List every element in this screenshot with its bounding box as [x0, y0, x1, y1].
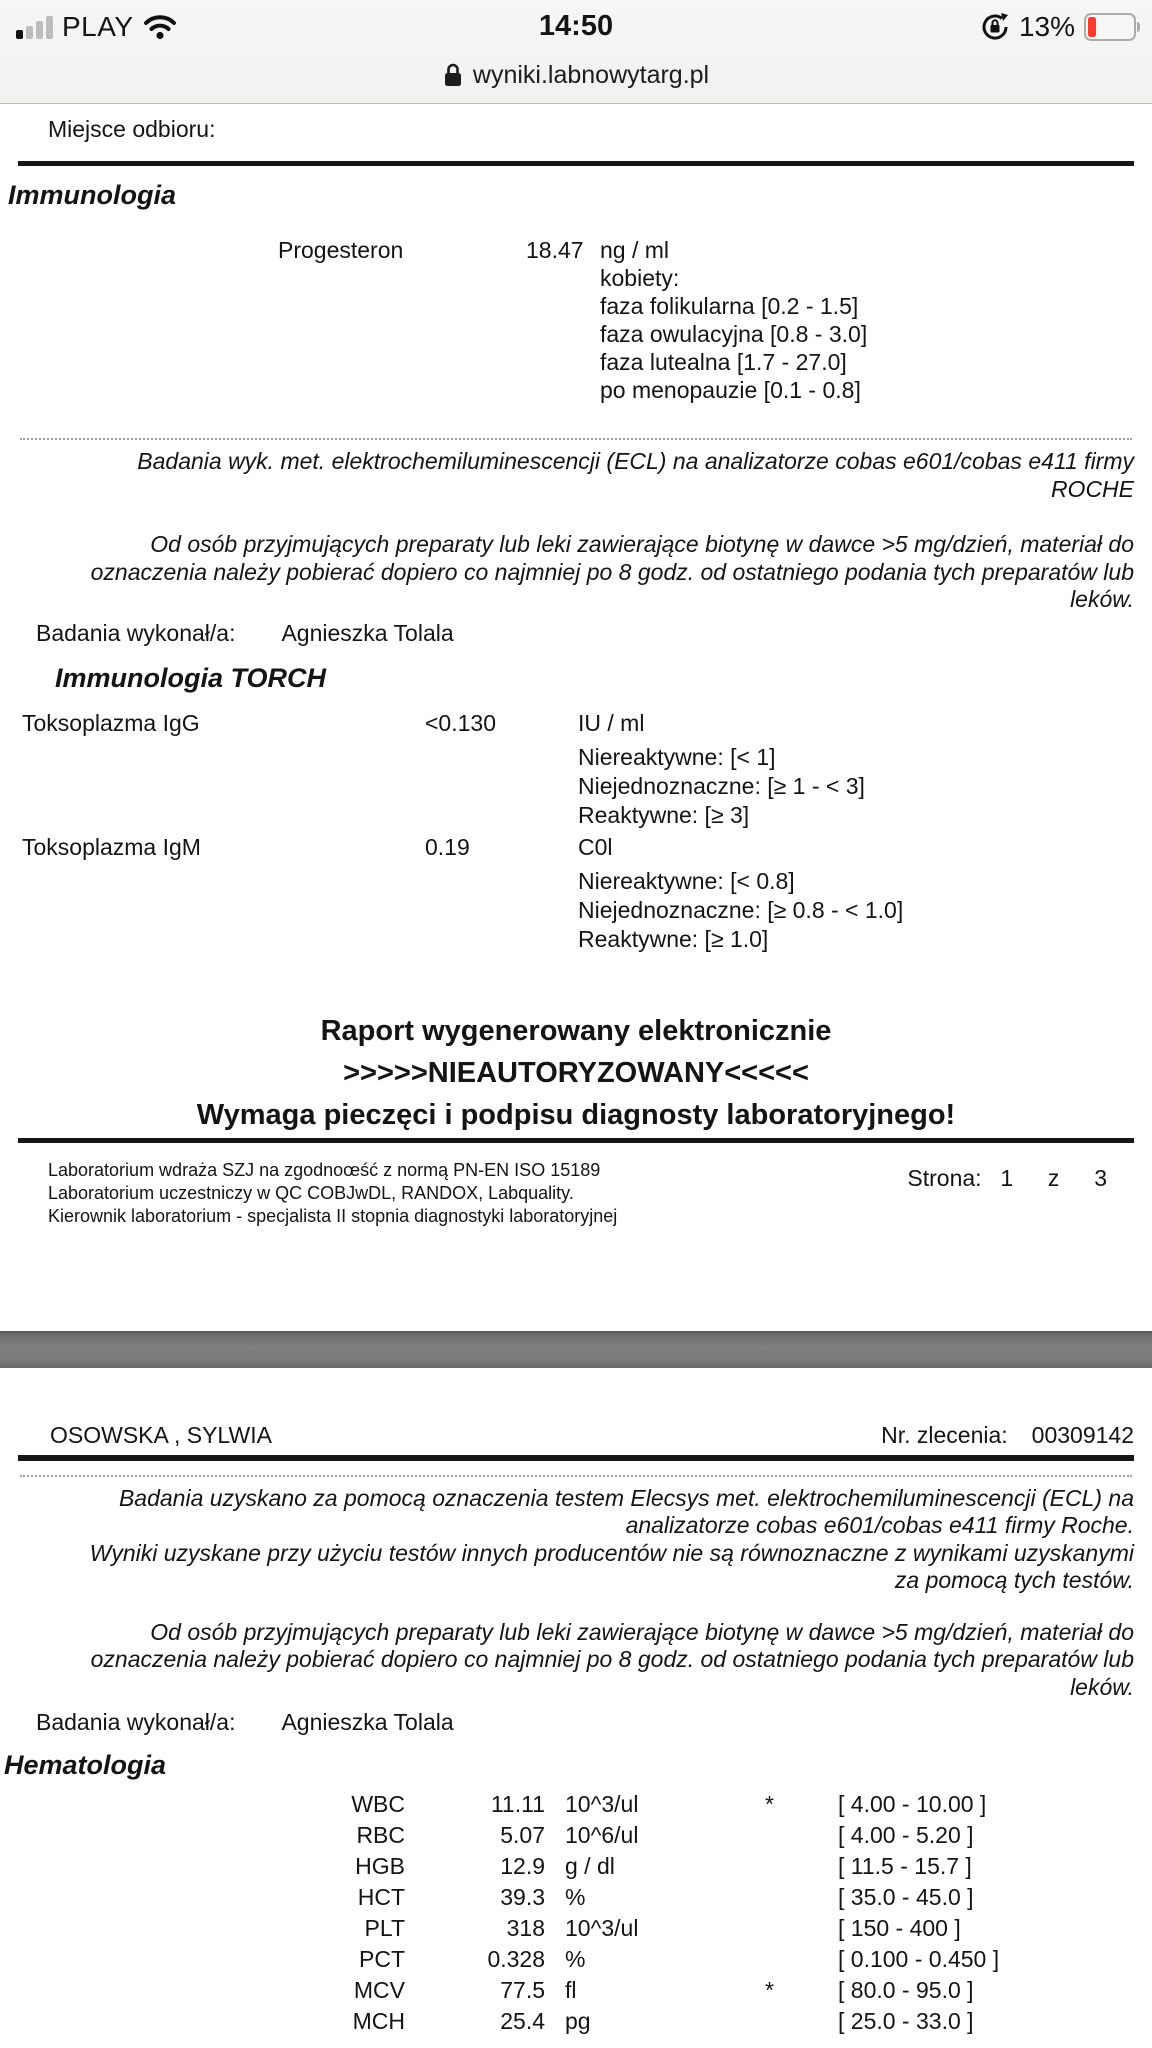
reference-range: [ 25.0 - 33.0 ] [838, 2008, 974, 2034]
reference-line: faza folikularna [0.2 - 1.5] [600, 293, 859, 319]
test-unit: ng / ml [600, 237, 670, 263]
order-number: 00309142 [1031, 1421, 1134, 1448]
lab-report-document [0, 116, 1152, 2039]
abnormal-flag [765, 2008, 838, 2039]
table-row-hgb [0, 1853, 1152, 1884]
result-row-toksoplazma-igg [0, 710, 1152, 737]
reference-ranges-igm [578, 867, 1152, 954]
order-number-label: Nr. zlecenia: [881, 1421, 1008, 1448]
reference-ranges-igg [578, 743, 1152, 830]
notice-line-stamp: Wymaga pieczęci i podpisu diagnosty laboratoryjnego! [196, 1098, 956, 1131]
test-name: HCT [357, 1884, 405, 1910]
page1-footer [48, 1159, 1107, 1228]
table-row-mch [0, 2008, 1152, 2039]
test-name: Toksoplazma IgM [22, 833, 201, 860]
performed-by-row [36, 620, 1152, 647]
footer-divider [18, 1138, 1134, 1143]
pickup-location-label: Miejsce odbioru: [48, 116, 216, 142]
reference-line: faza lutealna [1.7 - 27.0] [600, 349, 847, 375]
reference-line: Niereaktywne: [< 1] [578, 743, 776, 770]
test-unit: % [565, 1946, 586, 1972]
reference-line: Niereaktywne: [< 0.8] [578, 867, 795, 894]
test-value: 0.19 [425, 833, 470, 860]
biotin-note: Od osób przyjmujących preparaty lub leki zawierające biotynę w dawce >5 mg/dzień, materiał do oznaczenia należy pobierać dopiero co najmniej po 8 godz. od ostatniego podania tych preparatów lub leków. [90, 531, 1134, 612]
test-name: HGB [355, 1853, 405, 1879]
test-unit: 10^3/ul [565, 1791, 639, 1817]
reference-range: [ 0.100 - 0.450 ] [838, 1946, 1000, 1972]
hematologia-heading: Hematologia [4, 1750, 167, 1780]
table-row-mcv [0, 1977, 1152, 2008]
test-value: 39.3 [500, 1884, 545, 1910]
reference-range: [ 80.0 - 95.0 ] [838, 1977, 974, 2003]
performed-by-name: Agnieszka Tolala [281, 619, 454, 646]
notice-line-unauthorized: >>>>>NIEAUTORYZOWANY<<<<< [343, 1056, 809, 1089]
page-label: Strona: [907, 1164, 982, 1191]
test-name: PCT [359, 1946, 405, 1972]
test-value: 5.07 [500, 1822, 545, 1848]
reference-range: [ 35.0 - 45.0 ] [838, 1884, 974, 1910]
abnormal-flag [765, 1915, 838, 1946]
test-unit: 10^3/ul [565, 1915, 639, 1941]
reference-ranges-progesteron [600, 264, 1152, 404]
test-value: 11.11 [490, 1791, 545, 1817]
test-unit: fl [565, 1977, 577, 2003]
reference-line: Reaktywne: [≥ 3] [578, 801, 750, 828]
test-value: 18.47 [526, 237, 584, 263]
abnormal-flag [765, 1946, 838, 1977]
test-name: Toksoplazma IgG [22, 709, 200, 736]
report-notice [0, 1010, 1152, 1136]
performed-by-label: Badania wykonał/a: [36, 1709, 236, 1735]
notice-line-electronic: Raport wygenerowany elektronicznie [320, 1014, 832, 1047]
reference-line: Niejednoznaczne: [≥ 0.8 - < 1.0] [578, 896, 904, 923]
status-bar [0, 0, 1152, 48]
test-name: PLT [364, 1915, 405, 1941]
table-row-rbc [0, 1822, 1152, 1853]
test-value: <0.130 [425, 709, 496, 736]
footer-line: Kierownik laboratorium - specjalista II stopnia diagnostyki laboratoryjnej [48, 1205, 618, 1226]
battery-level [1088, 17, 1096, 37]
clock: 14:50 [538, 10, 614, 42]
test-value: 0.328 [487, 1946, 545, 1972]
wifi-icon [143, 14, 177, 40]
url-domain: wyniki.labnowytarg.pl [472, 60, 710, 89]
test-name: MCH [352, 2008, 405, 2034]
test-unit: g / dl [565, 1853, 615, 1879]
footer-line: Laboratorium uczestniczy w QC COBJwDL, RANDOX, Labquality. [48, 1182, 574, 1203]
test-name: RBC [356, 1822, 405, 1848]
cellular-signal-icon [16, 15, 53, 39]
reference-line: kobiety: [600, 265, 680, 291]
reference-line: Niejednoznaczne: [≥ 1 - < 3] [578, 772, 865, 799]
abnormal-flag: * [765, 1791, 774, 1817]
table-row-wbc [0, 1791, 1152, 1822]
test-unit: pg [565, 2008, 591, 2034]
footer-line: Laboratorium wdraża SZJ na zgodnoœść z normą PN-EN ISO 15189 [48, 1159, 601, 1180]
test-value: 25.4 [500, 2008, 545, 2034]
test-unit: C0l [578, 833, 613, 860]
table-row-hct [0, 1884, 1152, 1915]
page-break-band [0, 1331, 1152, 1368]
abnormal-flag: * [765, 1977, 774, 2003]
abnormal-flag [765, 1853, 838, 1884]
reference-range: [ 150 - 400 ] [838, 1915, 961, 1941]
browser-header [0, 0, 1152, 104]
performed-by-label: Badania wykonał/a: [36, 619, 236, 646]
test-unit: IU / ml [578, 709, 645, 736]
reference-line: Reaktywne: [≥ 1.0] [578, 925, 769, 952]
test-unit: % [565, 1884, 586, 1910]
test-unit: 10^6/ul [565, 1822, 639, 1848]
reference-range: [ 4.00 - 10.00 ] [838, 1791, 987, 1817]
status-left [16, 11, 177, 43]
method-note: Badania wyk. met. elektrochemiluminescencji (ECL) na analizatorze cobas e601/cobas e411 firmy ROCHE [137, 448, 1134, 502]
rotation-lock-icon [980, 12, 1010, 42]
url-bar[interactable] [0, 48, 1152, 102]
status-right [980, 11, 1136, 43]
result-row-toksoplazma-igm [0, 834, 1152, 861]
patient-name: OSOWSKA , SYLWIA [50, 1421, 272, 1448]
test-name: WBC [351, 1791, 405, 1817]
battery-percent: 13% [1018, 11, 1075, 42]
reference-range: [ 4.00 - 5.20 ] [838, 1822, 974, 1848]
reference-line: faza owulacyjna [0.8 - 3.0] [600, 321, 868, 347]
test-value: 12.9 [500, 1853, 545, 1879]
abnormal-flag [765, 1884, 838, 1915]
biotin-note: Od osób przyjmujących preparaty lub leki zawierające biotynę w dawce >5 mg/dzień, materiał do oznaczenia należy pobierać dopiero co najmniej po 8 godz. od ostatniego podania tych preparatów lub leków. [90, 1618, 1134, 1700]
table-row-pct [0, 1946, 1152, 1977]
hematology-table [0, 1791, 1152, 2039]
page2-header [50, 1422, 1134, 1449]
lab-accreditation-lines [48, 1159, 617, 1228]
section-divider [18, 1455, 1134, 1461]
elecsys-note [60, 1485, 1134, 1595]
elecsys-note-line: Badania uzyskano za pomocą oznaczenia testem Elecsys met. elektrochemiluminescencji (ECL) na analizatorze cobas e601/cobas e411 firmy Roche. [118, 1484, 1134, 1538]
battery-nub [1137, 22, 1140, 32]
elecsys-note-line: Wyniki uzyskane przy użyciu testów innych producentów nie są równoznaczne z wynikami uzyskanymi za pomocą tych testów. [89, 1539, 1134, 1593]
performed-by-name: Agnieszka Tolala [281, 1709, 454, 1735]
ssl-lock-icon [443, 62, 463, 88]
page-current: 1 [1000, 1164, 1014, 1191]
performed-by-row [36, 1709, 1152, 1736]
torch-heading: Immunologia TORCH [55, 662, 327, 693]
reference-line: po menopauzie [0.1 - 0.8] [600, 377, 861, 403]
carrier-label: PLAY [62, 11, 134, 42]
test-name: MCV [353, 1977, 405, 2003]
table-row-plt [0, 1915, 1152, 1946]
section-divider [18, 161, 1134, 166]
test-value: 318 [506, 1915, 545, 1941]
test-value: 77.5 [500, 1977, 545, 2003]
test-name: Progesteron [278, 237, 404, 263]
abnormal-flag [765, 1822, 838, 1853]
page-sep: z [1047, 1164, 1060, 1191]
reference-range: [ 11.5 - 15.7 ] [838, 1853, 972, 1879]
result-row-progesteron [0, 237, 1152, 264]
page-indicator [907, 1165, 1107, 1228]
page-total: 3 [1094, 1164, 1107, 1191]
dotted-divider [20, 1475, 1132, 1477]
battery-icon [1084, 13, 1136, 41]
dotted-divider [20, 438, 1132, 440]
immunologia-heading: Immunologia [8, 180, 176, 210]
